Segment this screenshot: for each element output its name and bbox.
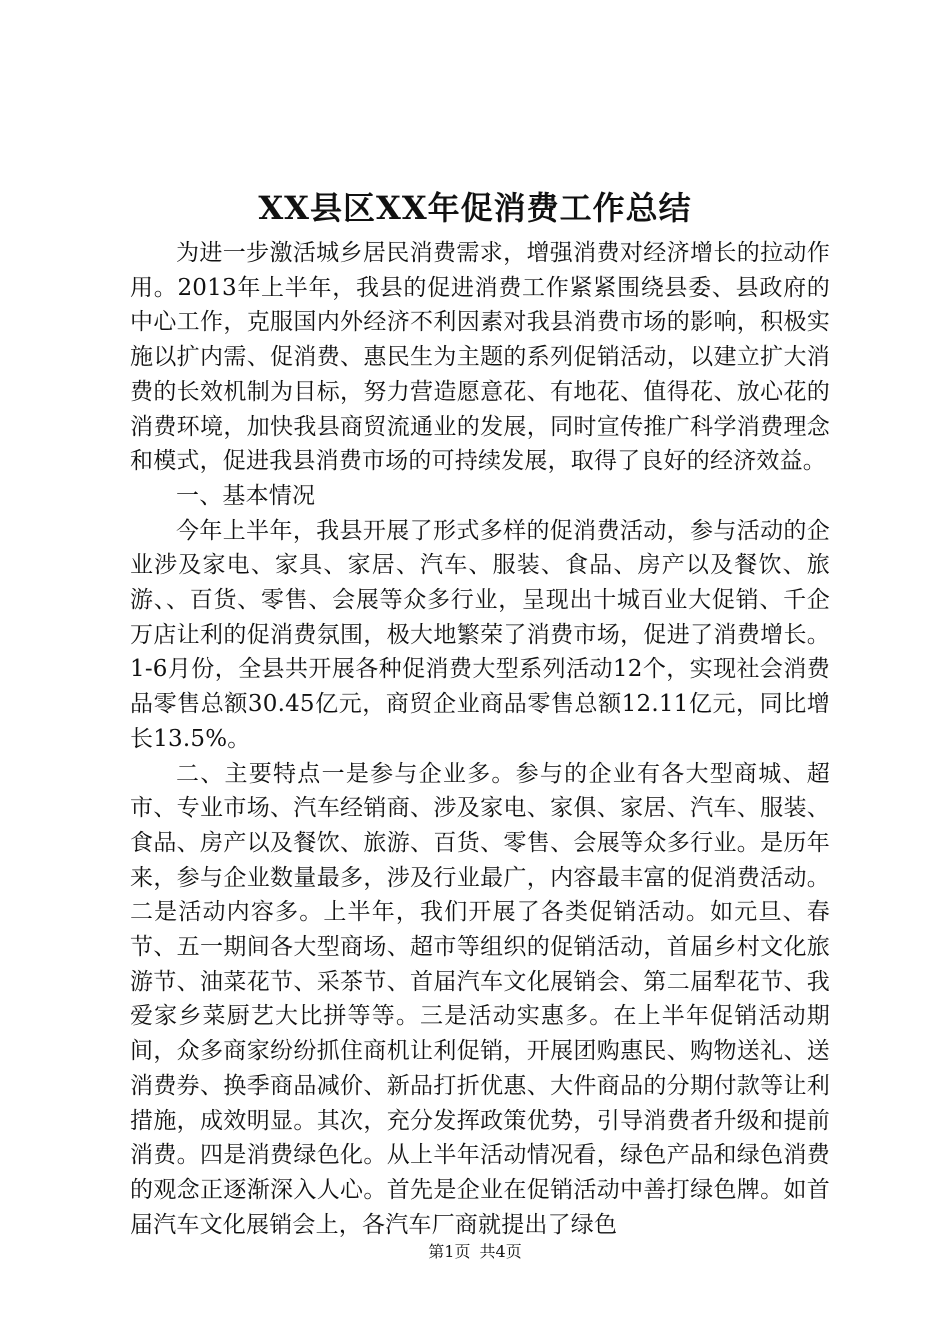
- page-total: 共4页: [479, 1242, 522, 1261]
- main-features-paragraph: 二、主要特点一是参与企业多。参与的企业有各大型商城、超市、专业市场、汽车经销商、涉及家电、家俱、家居、汽车、服装、食品、房产以及餐饮、旅游、百货、零售、会展等众多行业。是历年来，参与企业数量最多，涉及行业最广，内容最丰富的促消费活动。二是活动内容多。上半年，我们开展了各类促销活动。如元旦、春节、五一期间各大型商场、超市等组织的促销活动，首届乡村文化旅游节、油菜花节、采茶节、首届汽车文化展销会、第二届犁花节、我爱家乡菜厨艺大比拼等等。三是活动实惠多。在上半年促销活动期间，众多商家纷纷抓住商机让利促销，开展团购惠民、购物送礼、送消费券、换季商品减价、新品打折优惠、大件商品的分期付款等让利措施，成效明显。其次，充分发挥政策优势，引导消费者升级和提前消费。四是消费绿色化。从上半年活动情况看，绿色产品和绿色消费的观念正逐渐深入人心。首先是企业在促销活动中善打绿色牌。如首届汽车文化展销会上，各汽车厂商就提出了绿色: [130, 760, 830, 1238]
- page-footer: [0, 1240, 950, 1264]
- document-title: XX县区XX年促消费工作总结: [258, 189, 692, 227]
- document-body: [130, 236, 830, 1242]
- page-number: 第1页: [428, 1242, 471, 1261]
- basic-situation-paragraph: 今年上半年，我县开展了形式多样的促消费活动，参与活动的企业涉及家电、家具、家居、汽车、服装、食品、房产以及餐饮、旅游、、百货、零售、会展等众多行业，呈现出十城百业大促销、千企万店让利的促消费氛围，极大地繁荣了消费市场，促进了消费增长。1-6月份，全县共开展各种促消费大型系列活动12个，实现社会消费品零售总额30.45亿元，商贸企业商品零售总额12.11亿元，同比增长13.5%。: [130, 517, 830, 752]
- section-heading-basic-situation: 一、基本情况: [176, 482, 316, 509]
- intro-paragraph: 为进一步激活城乡居民消费需求，增强消费对经济增长的拉动作用。2013年上半年，我县的促进消费工作紧紧围绕县委、县政府的中心工作，克服国内外经济不利因素对我县消费市场的影响，积极实施以扩内需、促消费、惠民生为主题的系列促销活动，以建立扩大消费的长效机制为目标，努力营造愿意花、有地花、值得花、放心花的消费环境，加快我县商贸流通业的发展，同时宣传推广科学消费理念和模式，促进我县消费市场的可持续发展，取得了良好的经济效益。: [130, 240, 830, 475]
